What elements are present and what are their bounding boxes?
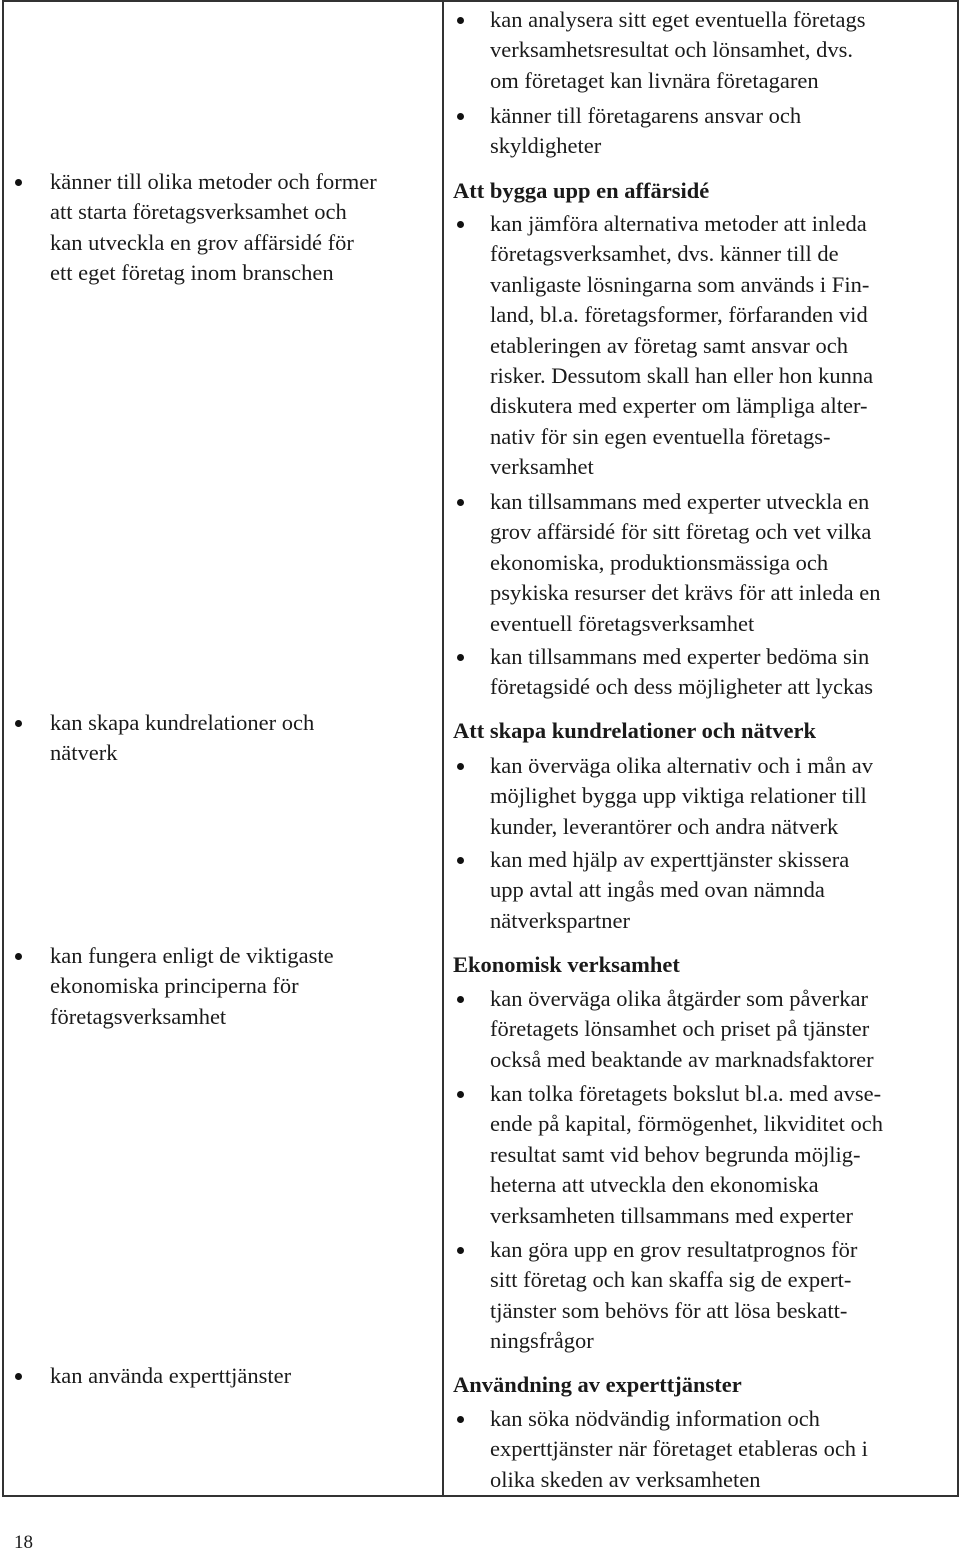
bullet-icon (15, 953, 22, 960)
right-item-responsibilities (490, 101, 801, 162)
left-item-expert-services (50, 1361, 291, 1391)
right-item-profitability-measures (490, 984, 874, 1075)
bullet-icon (457, 1091, 464, 1098)
bullet-icon (457, 1247, 464, 1254)
table-border-top (2, 0, 959, 2)
right-item-search-information (490, 1404, 868, 1495)
right-item-line: psykiska resurser det krävs för att inleda en (490, 580, 881, 606)
bullet-icon (15, 179, 22, 186)
bullet-icon (457, 654, 464, 661)
right-item-line: kan tillsammans med experter utveckla en (490, 489, 870, 514)
section-heading-economic-activity: Ekonomisk verksamhet (453, 952, 680, 977)
bullet-icon (457, 17, 464, 24)
left-item-customer-relations (50, 708, 314, 769)
right-item-line: tjänster som behövs för att lösa beskatt- (490, 1297, 848, 1323)
right-item-line: risker. Dessutom skall han eller hon kunna (490, 363, 874, 389)
left-item-line: känner till olika metoder och former (50, 169, 377, 194)
right-item-line: om företaget kan livnära företagaren (490, 67, 819, 93)
right-item-analyse-results (490, 5, 865, 96)
table-border-right (957, 0, 959, 1497)
right-item-outline-contracts (490, 845, 849, 936)
right-item-line: kunder, leverantörer och andra nätverk (490, 813, 839, 839)
right-item-line: företagets lönsamhet och priset på tjänster (490, 1016, 870, 1042)
right-item-line: olika skeden av verksamheten (490, 1466, 761, 1492)
right-item-line: land, bl.a. företagsformer, förfaranden vid (490, 302, 868, 328)
right-item-line: möjlighet bygga upp viktiga relationer till (490, 783, 867, 809)
right-item-line: kan söka nödvändig information och (490, 1406, 820, 1431)
bullet-icon (457, 857, 464, 864)
left-item-line: ekonomiska principerna för (50, 973, 299, 999)
bullet-icon (457, 113, 464, 120)
right-item-line: grov affärsidé för sitt företag och vet vilka (490, 519, 872, 545)
right-item-line: kan tillsammans med experter bedöma sin (490, 644, 870, 669)
section-heading-customer-relations: Att skapa kundrelationer och nätverk (453, 718, 816, 743)
right-item-assess-idea (490, 642, 873, 703)
column-divider (442, 0, 444, 1497)
section-heading-expert-services: Användning av experttjänster (453, 1372, 742, 1397)
right-item-line: ekonomiska, produktionsmässiga och (490, 549, 829, 575)
table-border-left (2, 0, 4, 1497)
right-item-line: sitt företag och kan skaffa sig de expert- (490, 1267, 852, 1293)
right-item-develop-idea (490, 487, 881, 639)
bullet-icon (457, 499, 464, 506)
right-item-interpret-accounts (490, 1079, 883, 1231)
right-item-line: skyldigheter (490, 133, 602, 159)
left-item-line: ett eget företag inom branschen (50, 260, 334, 286)
bullet-icon (457, 1416, 464, 1423)
right-item-line: kan med hjälp av experttjänster skissera (490, 847, 850, 872)
right-item-line: verksamhetsresultat och lönsamhet, dvs. (490, 37, 854, 63)
right-item-line: känner till företagarens ansvar och (490, 103, 802, 128)
page-number: 18 (14, 1532, 33, 1553)
bullet-icon (15, 1373, 22, 1380)
left-item-line: kan använda experttjänster (50, 1363, 292, 1388)
right-item-result-forecast (490, 1235, 857, 1357)
right-item-compare-methods (490, 209, 873, 483)
right-item-line: kan överväga olika alternativ och i mån av (490, 753, 873, 778)
left-item-line: företagsverksamhet (50, 1003, 227, 1029)
left-item-line: kan utveckla en grov affärsidé för (50, 229, 354, 255)
bullet-icon (457, 996, 464, 1003)
right-item-line: diskutera med experter om lämpliga alter- (490, 393, 868, 419)
bullet-icon (457, 763, 464, 770)
right-item-line: ningsfrågor (490, 1328, 594, 1354)
right-item-line: heterna att utveckla den ekonomiska (490, 1172, 819, 1198)
right-item-line: nativ för sin egen eventuella företags- (490, 423, 831, 449)
right-item-line: eventuell företagsverksamhet (490, 610, 755, 636)
right-item-build-relations (490, 751, 873, 842)
right-item-line: experttjänster när företaget etableras och i (490, 1436, 868, 1462)
bullet-icon (457, 221, 464, 228)
table-border-bottom (2, 1495, 959, 1497)
bullet-icon (15, 720, 22, 727)
right-item-line: verksamhet (490, 454, 594, 480)
left-item-line: kan fungera enligt de viktigaste (50, 943, 334, 968)
right-item-line: etableringen av företag samt ansvar och (490, 332, 848, 358)
right-item-line: vanligaste lösningarna som används i Fin- (490, 271, 870, 297)
right-item-line: också med beaktande av marknadsfaktorer (490, 1046, 874, 1072)
right-item-line: kan tolka företagets bokslut bl.a. med avse- (490, 1081, 882, 1106)
left-item-economic-principles (50, 941, 334, 1032)
right-item-line: upp avtal att ingås med ovan nämnda (490, 877, 825, 903)
left-item-starting-business (50, 167, 377, 289)
right-item-line: kan analysera sitt eget eventuella företags (490, 7, 866, 32)
right-item-line: verksamheten tillsammans med experter (490, 1202, 853, 1228)
right-item-line: resultat samt vid behov begrunda möjlig- (490, 1141, 861, 1167)
right-item-line: nätverkspartner (490, 907, 630, 933)
left-item-line: kan skapa kundrelationer och (50, 710, 315, 735)
right-item-line: ende på kapital, förmögenhet, likviditet och (490, 1111, 884, 1137)
right-item-line: kan överväga olika åtgärder som påverkar (490, 986, 868, 1011)
right-item-line: kan jämföra alternativa metoder att inleda (490, 211, 867, 236)
section-heading-business-idea: Att bygga upp en affärsidé (453, 178, 710, 203)
left-item-line: att starta företagsverksamhet och (50, 199, 347, 225)
left-item-line: nätverk (50, 740, 118, 766)
right-item-line: företagsverksamhet, dvs. känner till de (490, 241, 839, 267)
right-item-line: företagsidé och dess möjligheter att lyckas (490, 674, 874, 700)
right-item-line: kan göra upp en grov resultatprognos för (490, 1237, 858, 1262)
